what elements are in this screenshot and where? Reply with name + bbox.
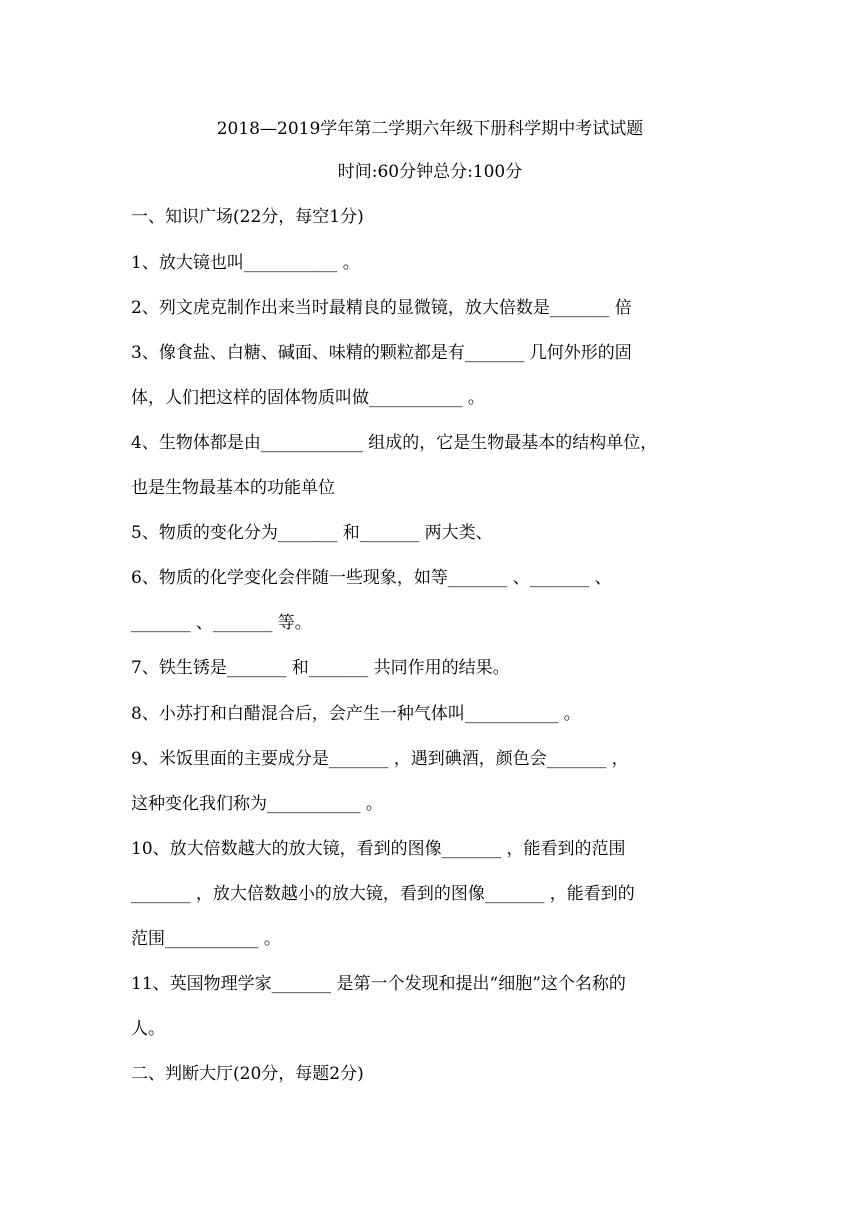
question-4-line-2: 也是生物最基本的功能单位 <box>131 478 335 498</box>
question-10-line-2: _______ ，放大倍数越小的放大镜，看到的图像_______ ，能看到的 <box>131 884 635 904</box>
question-7: 7、铁生锈是_______ 和_______ 共同作用的结果。 <box>131 658 510 678</box>
question-4-line-1: 4、生物体都是由____________ 组成的，它是生物最基本的结构单位， <box>131 433 658 453</box>
exam-title: 2018—2019学年第二学期六年级下册科学期中考试试题 <box>216 119 644 139</box>
question-6-line-2: _______ 、_______ 等。 <box>131 613 312 633</box>
question-9-line-2: 这种变化我们称为___________ 。 <box>131 794 383 814</box>
exam-subtitle: 时间:60分钟总分:100分 <box>337 162 523 182</box>
question-1: 1、放大镜也叫___________ 。 <box>131 253 360 273</box>
question-9-line-1: 9、米饭里面的主要成分是_______ ，遇到碘酒，颜色会_______ ， <box>131 749 629 769</box>
question-2: 2、列文虎克制作出来当时最精良的显微镜，放大倍数是_______ 倍 <box>131 298 632 318</box>
section-heading-knowledge: 一、知识广场(22分，每空1分) <box>131 207 364 227</box>
section-heading-judgment: 二、判断大厅(20分，每题2分) <box>131 1064 364 1084</box>
question-8: 8、小苏打和白醋混合后，会产生一种气体叫___________ 。 <box>131 704 581 724</box>
question-5: 5、物质的变化分为_______ 和_______ 两大类、 <box>131 523 493 543</box>
question-3-line-2: 体，人们把这样的固体物质叫做___________ 。 <box>131 388 485 408</box>
question-3-line-1: 3、像食盐、白糖、碱面、味精的颗粒都是有_______ 几何外形的固 <box>131 343 632 363</box>
question-11-line-2: 人。 <box>131 1019 165 1039</box>
question-10-line-3: 范围___________ 。 <box>131 929 281 949</box>
question-11-line-1: 11、英国物理学家_______ 是第一个发现和提出“细胞”这个名称的 <box>131 974 626 994</box>
question-6-line-1: 6、物质的化学变化会伴随一些现象，如等_______ 、_______ 、 <box>131 568 612 588</box>
question-10-line-1: 10、放大倍数越大的放大镜，看到的图像_______ ，能看到的范围 <box>131 839 626 859</box>
